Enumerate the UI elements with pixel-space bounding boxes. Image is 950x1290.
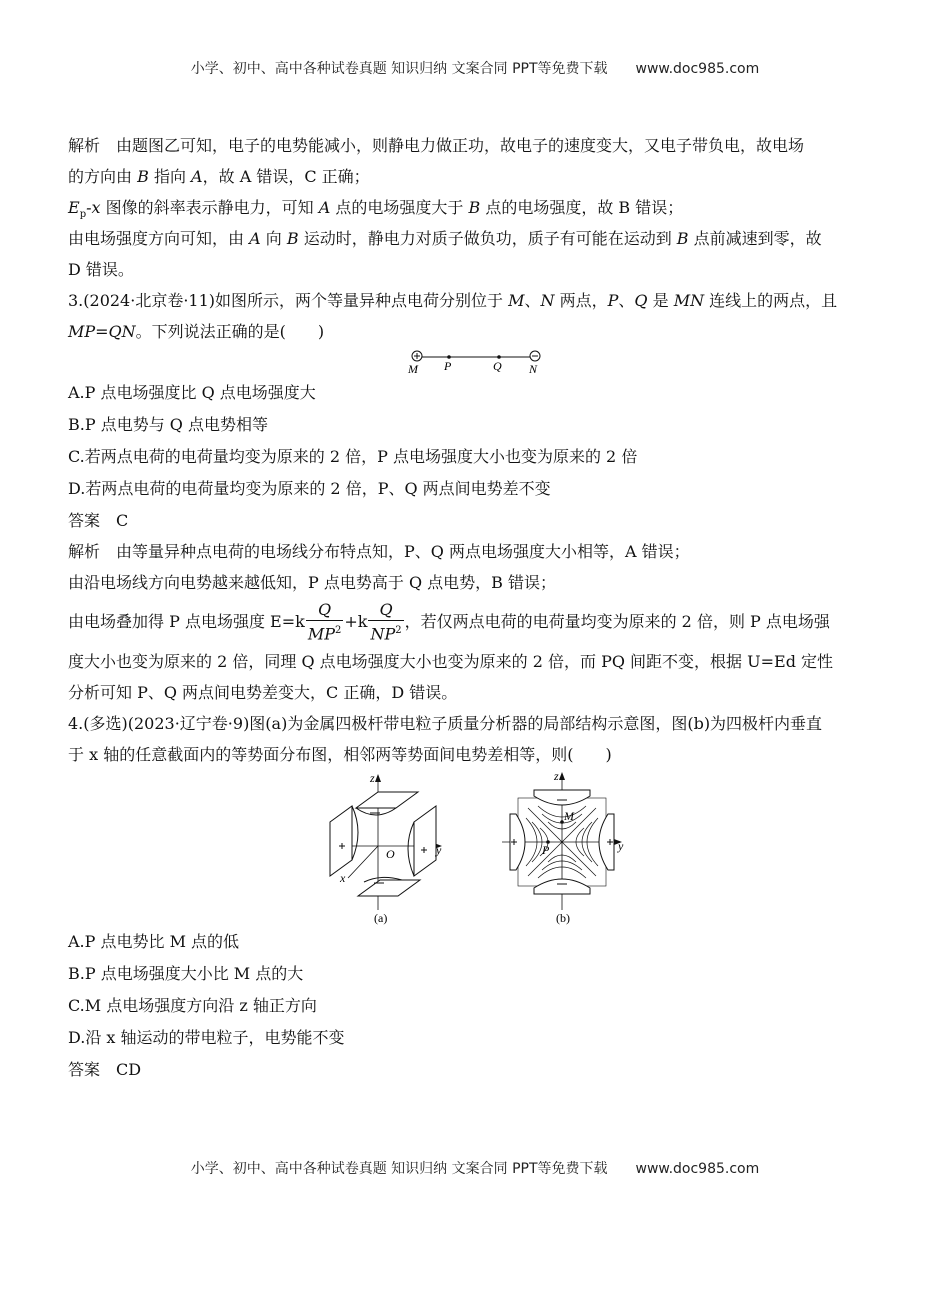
analysis-line-3: $E_p-x$ 图像的斜率表示静电力，可知 A 点的电场强度大于 B 点的电场强度，故 B 错误； bbox=[68, 198, 684, 221]
q4-option-c[interactable]: C.M 点电场强度方向沿 z 轴正方向 bbox=[68, 996, 317, 1015]
q4-option-d[interactable]: D.沿 x 轴运动的带电粒子，电势能不变 bbox=[68, 1028, 345, 1047]
q3-charge-figure bbox=[68, 347, 880, 377]
page-header bbox=[0, 58, 950, 78]
analysis-line-2: 的方向由 B 指向 A，故 A 错误，C 正确； bbox=[68, 167, 370, 186]
svg-text:O: O bbox=[386, 847, 395, 861]
q3-option-d[interactable]: D.若两点电荷的电荷量均变为原来的 2 倍，P、Q 两点间电势差不变 bbox=[68, 479, 551, 498]
label-n: N bbox=[529, 362, 538, 376]
svg-text:(b): (b) bbox=[556, 911, 570, 925]
q3-option-c[interactable]: C.若两点电荷的电荷量均变为原来的 2 倍，P 点电场强度大小也变为原来的 2 倍 bbox=[68, 447, 638, 466]
q3-analysis-5: 分析可知 P、Q 两点间电势差变大，C 正确，D 错误。 bbox=[68, 683, 458, 702]
q3-stem-line-2: MP=QN。下列说法正确的是( ) bbox=[68, 322, 325, 341]
q3-analysis-1: 解析 由等量异种点电荷的电场线分布特点知，P、Q 两点电场强度大小相等，A 错误； bbox=[68, 542, 690, 561]
label-m: M bbox=[408, 362, 418, 376]
svg-text:P: P bbox=[542, 843, 550, 857]
page-footer bbox=[0, 1158, 950, 1178]
document-body bbox=[68, 130, 880, 1085]
q3-option-b[interactable]: B.P 点电势与 Q 点电势相等 bbox=[68, 415, 268, 434]
svg-text:y: y bbox=[436, 843, 442, 857]
q4-answer: 答案 CD bbox=[68, 1060, 142, 1079]
svg-text:y: y bbox=[618, 839, 624, 853]
footer-site[interactable]: www.doc985.com bbox=[635, 1161, 760, 1177]
q3-option-a[interactable]: A.P 点电场强度比 Q 点电场强度大 bbox=[68, 383, 316, 402]
q4-option-a[interactable]: A.P 点电势比 M 点的低 bbox=[68, 932, 240, 951]
svg-text:M: M bbox=[564, 809, 574, 823]
footer-text: 小学、初中、高中各种试卷真题 知识归纳 文案合同 PPT等免费下载 bbox=[190, 1161, 608, 1177]
label-q: Q bbox=[493, 359, 502, 373]
q3-stem-line-1: 3.(2024·北京卷·11)如图所示，两个等量异种点电荷分别位于 M、N 两点，P、Q 是 MN 连线上的两点，且 bbox=[68, 291, 838, 310]
label-p: P bbox=[444, 359, 452, 373]
equipotential-surfaces-figure bbox=[502, 770, 624, 925]
q3-analysis-4: 度大小也变为原来的 2 倍，同理 Q 点电场强度大小也变为原来的 2 倍，而 PQ 间距不变，根据 U=Ed 定性 bbox=[68, 652, 834, 671]
q4-stem-line-1: 4.(多选)(2023·辽宁卷·9)图(a)为金属四极杆带电粒子质量分析器的局部结构示意图，图(b)为四极杆内垂直 bbox=[68, 714, 823, 733]
analysis-line-1: 解析 由题图乙可知，电子的电势能减小，则静电力做正功，故电子的速度变大，又电子带负电，故电场 bbox=[68, 136, 805, 155]
q3-analysis-2: 由沿电场线方向电势越来越低知，P 点电势高于 Q 点电势，B 错误； bbox=[68, 573, 556, 592]
header-text: 小学、初中、高中各种试卷真题 知识归纳 文案合同 PPT等免费下载 bbox=[190, 61, 608, 77]
fraction-q-over-np2: $\frac{Q}{NP^2}$ bbox=[370, 600, 402, 644]
svg-text:x: x bbox=[340, 871, 346, 885]
q3-answer: 答案 C bbox=[68, 511, 129, 530]
analysis-line-4: 由电场强度方向可知，由 A 向 B 运动时，静电力对质子做负功，质子有可能在运动到 B 点前减速到零，故 bbox=[68, 229, 822, 248]
svg-text:z: z bbox=[554, 770, 559, 783]
fraction-q-over-mp2: $\frac{Q}{MP^2}$ bbox=[307, 600, 342, 644]
svg-text:(a): (a) bbox=[374, 911, 388, 925]
svg-text:z: z bbox=[370, 771, 375, 785]
q4-figures bbox=[68, 770, 880, 926]
q4-stem-line-2: 于 x 轴的任意截面内的等势面分布图，相邻两等势面间电势差相等，则( ) bbox=[68, 745, 612, 764]
header-site[interactable]: www.doc985.com bbox=[635, 61, 760, 77]
quadrupole-structure-figure bbox=[330, 771, 442, 925]
q3-analysis-3: 由电场叠加得 P 点电场强度 E=k $\frac{Q}{MP^2}$ +k $\frac{Q}{NP^2}$ ，若仅两点电荷的电荷量均变为原来的 2 倍，则 P 点电场强 bbox=[68, 600, 830, 644]
analysis-line-5: D 错误。 bbox=[68, 260, 134, 279]
q4-option-b[interactable]: B.P 点电场强度大小比 M 点的大 bbox=[68, 964, 304, 983]
